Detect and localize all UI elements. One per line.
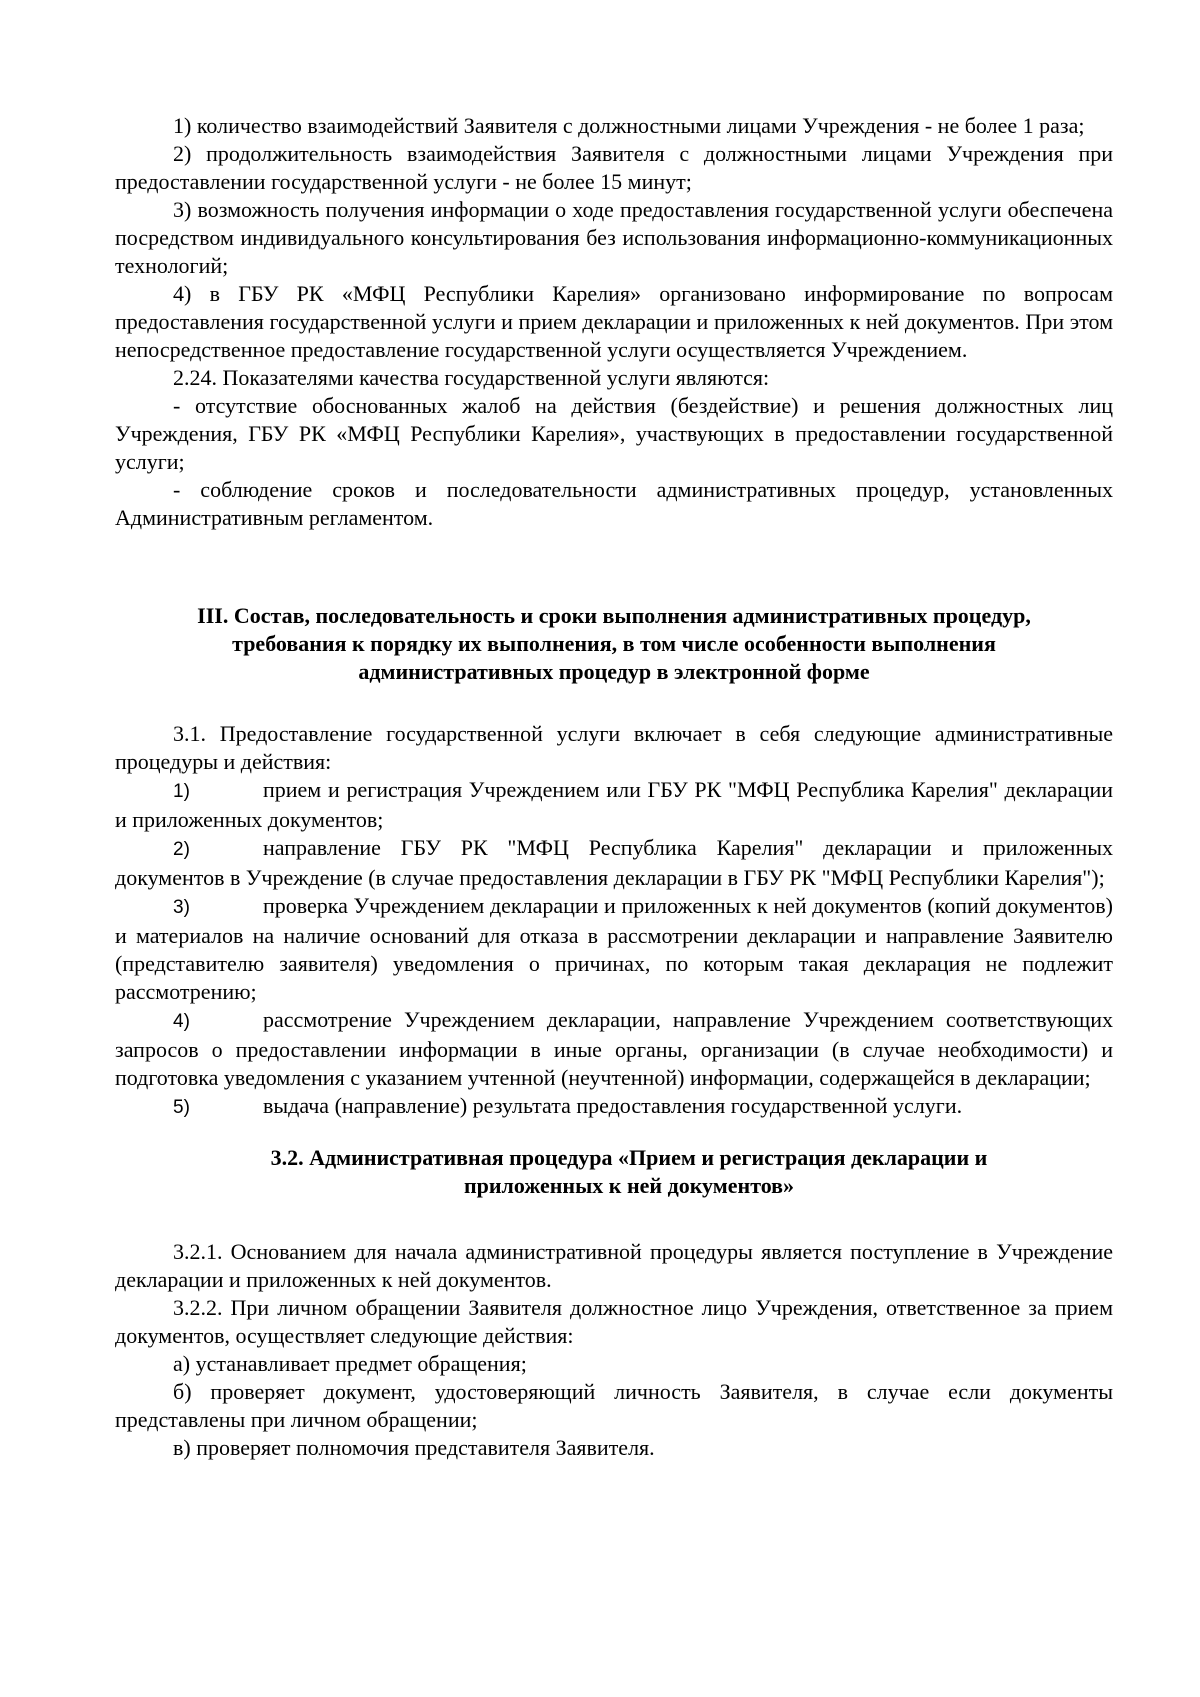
list-item-text: рассмотрение Учреждением декларации, направление Учреждением соответствующих запросов о предоставлении информации в иные органы, организации (в случае необходимости) и подготовка уведомления с указанием учтенной (неучтенной) информации, содержащейся в декларации; (115, 1007, 1113, 1090)
procedure-list-item (115, 1006, 1113, 1092)
paragraph-deadlines: - соблюдение сроков и последовательности административных процедур, установленных Административным регламентом. (115, 477, 1113, 530)
paragraph-quality-indicators: 2.24. Показателями качества государственной услуги являются: (173, 365, 770, 390)
intro-block (115, 112, 1113, 532)
paragraph-information-access: 3) возможность получения информации о ходе предоставления государственной услуги обеспечена посредством индивидуального консультирования без использования информационно-коммуникационных технологий; (115, 197, 1113, 278)
paragraph-interaction-duration: 2) продолжительность взаимодействия Заявителя с должностными лицами Учреждения при предоставлении государственной услуги - не более 15 минут; (115, 141, 1113, 194)
list-item-number: 3) (173, 897, 190, 918)
paragraph-interaction-count: 1) количество взаимодействий Заявителя с должностными лицами Учреждения - не более 1 раза; (173, 113, 1085, 138)
list-item-text: направление ГБУ РК "МФЦ Республика Карелия" декларации и приложенных документов в Учреждение (в случае предоставления декларации в ГБУ РК "МФЦ Республики Карелия"); (115, 835, 1113, 890)
list-item-number: 4) (173, 1011, 190, 1032)
list-item-text: прием и регистрация Учреждением или ГБУ РК "МФЦ Республика Карелия" декларации и приложенных документов; (115, 777, 1113, 832)
list-item-text: проверка Учреждением декларации и приложенных к ней документов (копий документов) и материалов на наличие оснований для отказа в рассмотрении декларации и направление Заявителю (представителю заявителя) уведомления о причинах, по которым такая декларация не подлежит рассмотрению; (115, 893, 1113, 1004)
paragraph-action-v: в) проверяет полномочия представителя Заявителя. (173, 1435, 655, 1460)
procedure-list-item (115, 1092, 1113, 1122)
paragraph-action-b: б) проверяет документ, удостоверяющий личность Заявителя, в случае если документы представлены при личном обращении; (115, 1379, 1113, 1432)
paragraph-3-2-2: 3.2.2. При личном обращении Заявителя должностное лицо Учреждения, ответственное за прием документов, осуществляет следующие действия: (115, 1295, 1113, 1348)
paragraph-action-a: а) устанавливает предмет обращения; (173, 1351, 527, 1376)
section-3-2-body (115, 1238, 1113, 1462)
list-item-text: выдача (направление) результата предоставления государственной услуги. (263, 1093, 963, 1118)
list-item-number: 5) (173, 1097, 190, 1118)
list-item-number: 2) (173, 839, 190, 860)
document-page (115, 112, 1113, 1462)
list-item-number: 1) (173, 781, 190, 802)
paragraph-no-complaints: - отсутствие обоснованных жалоб на действия (бездействие) и решения должностных лиц Учреждения, ГБУ РК «МФЦ Республики Карелия», участвующих в предоставлении государственной услуги; (115, 393, 1113, 474)
procedure-list-item (115, 834, 1113, 892)
section-3-heading: III. Состав, последовательность и сроки выполнения административных процедур, требования к порядку их выполнения, в том числе особенности выполнения административных процедур в электронной форме (197, 603, 1031, 684)
section-3-body (115, 720, 1113, 1122)
procedure-list-item (115, 892, 1113, 1006)
section-3-1-intro: 3.1. Предоставление государственной услуги включает в себя следующие административные процедуры и действия: (115, 721, 1113, 774)
paragraph-mfc-informing: 4) в ГБУ РК «МФЦ Республики Карелия» организовано информирование по вопросам предоставления государственной услуги и прием декларации и приложенных к ней документов. При этом непосредственное предоставление государственной услуги осуществляется Учреждением. (115, 281, 1113, 362)
paragraph-3-2-1: 3.2.1. Основанием для начала административной процедуры является поступление в Учреждение декларации и приложенных к ней документов. (115, 1239, 1113, 1292)
procedure-list-item (115, 776, 1113, 834)
section-3-2-heading: 3.2. Административная процедура «Прием и регистрация декларации и приложенных к ней документов» (270, 1145, 988, 1198)
